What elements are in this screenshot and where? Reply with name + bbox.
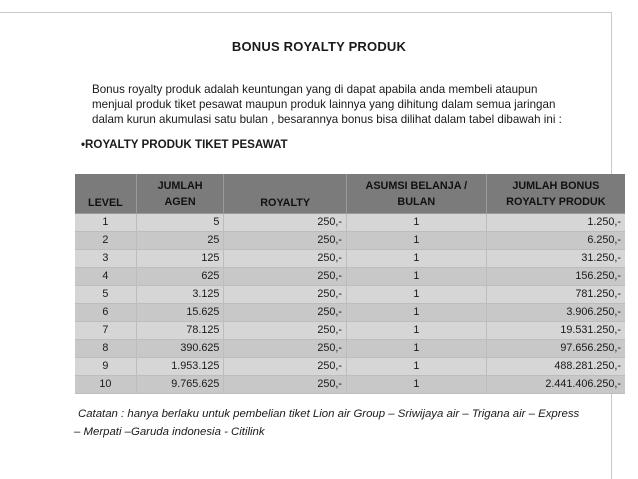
cell-asumsi-belanja: 1	[347, 376, 487, 394]
cell-level: 9	[75, 358, 137, 376]
cell-asumsi-belanja: 1	[347, 250, 487, 268]
table-row	[75, 376, 625, 394]
cell-asumsi-belanja: 1	[347, 214, 487, 232]
cell-jumlah-agen: 3.125	[137, 286, 225, 304]
table-row	[75, 214, 625, 232]
header-level	[75, 174, 137, 214]
section-heading: •ROYALTY PRODUK TIKET PESAWAT	[81, 138, 288, 151]
slide-frame-top	[0, 12, 612, 13]
page-title: BONUS ROYALTY PRODUK	[231, 39, 407, 54]
cell-level: 2	[75, 232, 137, 250]
cell-jumlah-agen: 5	[137, 214, 225, 232]
cell-jumlah-bonus: 2.441.406.250,-	[487, 376, 625, 394]
cell-jumlah-bonus: 19.531.250,-	[487, 322, 625, 340]
cell-royalty: 250,-	[224, 286, 347, 304]
cell-jumlah-agen: 25	[137, 232, 225, 250]
header-bonus-line2: ROYALTY PRODUK	[506, 195, 606, 208]
cell-jumlah-bonus: 3.906.250,-	[487, 304, 625, 322]
table-row	[75, 286, 625, 304]
footnote-line: Catatan : hanya berlaku untuk pembelian tiket Lion air Group – Sriwijaya air – Trigana air – Express	[78, 408, 580, 420]
cell-jumlah-agen: 9.765.625	[137, 376, 225, 394]
header-jumlah-agen	[137, 174, 225, 214]
cell-jumlah-bonus: 156.250,-	[487, 268, 625, 286]
intro-line: menjual produk tiket pesawat maupun produk lainnya yang dihitung dalam semua jaringan	[92, 98, 556, 112]
cell-jumlah-bonus: 781.250,-	[487, 286, 625, 304]
cell-jumlah-agen: 125	[137, 250, 225, 268]
cell-royalty: 250,-	[224, 358, 347, 376]
footnote	[74, 405, 626, 441]
cell-level: 10	[75, 376, 137, 394]
cell-royalty: 250,-	[224, 232, 347, 250]
cell-asumsi-belanja: 1	[347, 286, 487, 304]
cell-royalty: 250,-	[224, 268, 347, 286]
header-asumsi-belanja	[347, 174, 487, 214]
table-row	[75, 358, 625, 376]
cell-asumsi-belanja: 1	[347, 268, 487, 286]
cell-asumsi-belanja: 1	[347, 232, 487, 250]
cell-royalty: 250,-	[224, 322, 347, 340]
cell-asumsi-belanja: 1	[347, 322, 487, 340]
footnote-line: – Merpati –Garuda indonesia - Citilink	[74, 426, 265, 438]
table-row	[75, 268, 625, 286]
intro-paragraph	[92, 82, 612, 128]
header-bonus-line1: JUMLAH BONUS	[512, 179, 600, 192]
slide-corner	[612, 0, 638, 13]
cell-royalty: 250,-	[224, 340, 347, 358]
table-row	[75, 232, 625, 250]
cell-jumlah-agen: 1.953.125	[137, 358, 225, 376]
table-row	[75, 250, 625, 268]
cell-level: 7	[75, 322, 137, 340]
intro-line: Bonus royalty produk adalah keuntungan yang di dapat apabila anda membeli ataupun	[92, 83, 538, 96]
cell-jumlah-agen: 78.125	[137, 322, 225, 340]
cell-jumlah-agen: 625	[137, 268, 225, 286]
cell-jumlah-bonus: 97.656.250,-	[487, 340, 625, 358]
cell-level: 6	[75, 304, 137, 322]
cell-jumlah-bonus: 1.250,-	[487, 214, 625, 232]
cell-royalty: 250,-	[224, 376, 347, 394]
header-royalty-label: ROYALTY	[260, 197, 311, 209]
royalty-table	[75, 174, 625, 394]
cell-level: 4	[75, 268, 137, 286]
header-jumlah-agen-line1: JUMLAH	[157, 179, 203, 192]
table-row	[75, 322, 625, 340]
intro-line: dalam kurun akumulasi satu bulan , besarannya bonus bisa dilihat dalam tabel dibawah ini :	[92, 113, 562, 127]
cell-jumlah-bonus: 488.281.250,-	[487, 358, 625, 376]
cell-jumlah-agen: 15.625	[137, 304, 225, 322]
cell-jumlah-bonus: 6.250,-	[487, 232, 625, 250]
table-row	[75, 340, 625, 358]
cell-jumlah-bonus: 31.250,-	[487, 250, 625, 268]
cell-asumsi-belanja: 1	[347, 304, 487, 322]
cell-level: 8	[75, 340, 137, 358]
cell-level: 3	[75, 250, 137, 268]
header-level-label: LEVEL	[87, 197, 123, 209]
cell-royalty: 250,-	[224, 250, 347, 268]
cell-level: 1	[75, 214, 137, 232]
header-royalty	[224, 174, 347, 214]
cell-asumsi-belanja: 1	[347, 358, 487, 376]
cell-royalty: 250,-	[224, 214, 347, 232]
header-jumlah-bonus	[487, 174, 625, 214]
header-asumsi-line2: BULAN	[397, 195, 436, 208]
table-header-row	[75, 174, 625, 214]
header-asumsi-line1: ASUMSI BELANJA /	[365, 179, 468, 192]
table-row	[75, 304, 625, 322]
cell-asumsi-belanja: 1	[347, 340, 487, 358]
header-jumlah-agen-line2: AGEN	[164, 195, 196, 208]
cell-jumlah-agen: 390.625	[137, 340, 225, 358]
cell-royalty: 250,-	[224, 304, 347, 322]
cell-level: 5	[75, 286, 137, 304]
